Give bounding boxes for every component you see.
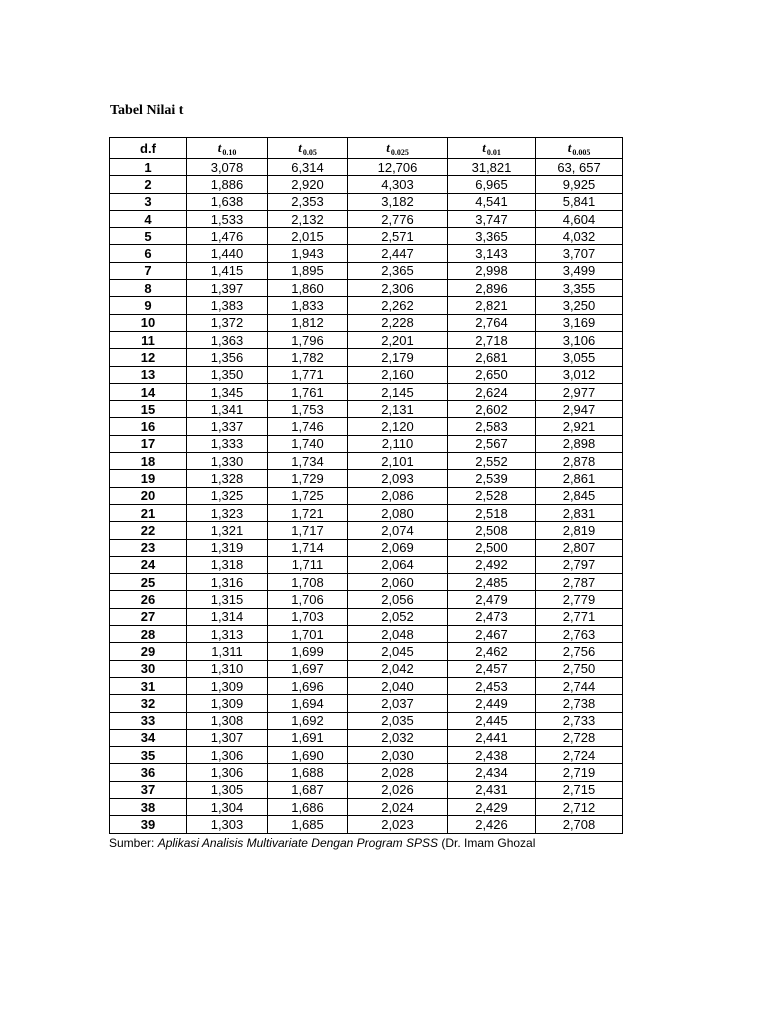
table-row <box>110 297 623 314</box>
value-cell: 1,943 <box>268 245 348 262</box>
value-cell: 2,508 <box>448 522 536 539</box>
value-cell: 2,831 <box>536 504 623 521</box>
value-cell: 2,492 <box>448 556 536 573</box>
value-cell: 1,812 <box>268 314 348 331</box>
value-cell: 1,323 <box>187 504 268 521</box>
value-cell: 2,431 <box>448 781 536 798</box>
header-t-0.05 <box>268 138 348 159</box>
value-cell: 2,763 <box>536 626 623 643</box>
value-cell: 1,309 <box>187 677 268 694</box>
value-cell: 2,028 <box>348 764 448 781</box>
alpha-subscript: 0.10 <box>222 147 237 157</box>
value-cell: 2,756 <box>536 643 623 660</box>
value-cell: 2,441 <box>448 729 536 746</box>
value-cell: 2,896 <box>448 280 536 297</box>
df-cell: 7 <box>110 262 187 279</box>
value-cell: 3,250 <box>536 297 623 314</box>
table-row <box>110 591 623 608</box>
value-cell: 6,965 <box>448 176 536 193</box>
t-symbol: t <box>386 139 390 155</box>
df-cell: 6 <box>110 245 187 262</box>
header-t-0.10 <box>187 138 268 159</box>
value-cell: 4,604 <box>536 210 623 227</box>
value-cell: 1,415 <box>187 262 268 279</box>
value-cell: 1,696 <box>268 677 348 694</box>
value-cell: 2,583 <box>448 418 536 435</box>
value-cell: 2,101 <box>348 453 448 470</box>
value-cell: 1,690 <box>268 747 348 764</box>
table-row <box>110 764 623 781</box>
value-cell: 2,056 <box>348 591 448 608</box>
df-cell: 37 <box>110 781 187 798</box>
value-cell: 1,711 <box>268 556 348 573</box>
value-cell: 1,350 <box>187 366 268 383</box>
value-cell: 2,457 <box>448 660 536 677</box>
df-cell: 12 <box>110 349 187 366</box>
value-cell: 2,120 <box>348 418 448 435</box>
table-row <box>110 712 623 729</box>
t-symbol: t <box>298 139 302 155</box>
t-symbol: t <box>217 139 222 155</box>
value-cell: 2,787 <box>536 574 623 591</box>
value-cell: 1,397 <box>187 280 268 297</box>
table-row <box>110 228 623 245</box>
df-cell: 5 <box>110 228 187 245</box>
value-cell: 2,035 <box>348 712 448 729</box>
value-cell: 2,552 <box>448 453 536 470</box>
page-title: Tabel Nilai t <box>110 103 184 118</box>
value-cell: 3,012 <box>536 366 623 383</box>
value-cell: 4,541 <box>448 193 536 210</box>
header-t-0.005 <box>536 138 623 159</box>
value-cell: 1,725 <box>268 487 348 504</box>
df-cell: 31 <box>110 677 187 694</box>
value-cell: 1,734 <box>268 453 348 470</box>
value-cell: 1,691 <box>268 729 348 746</box>
value-cell: 3,499 <box>536 262 623 279</box>
t-symbol: t <box>482 139 486 155</box>
df-cell: 29 <box>110 643 187 660</box>
value-cell: 1,895 <box>268 262 348 279</box>
value-cell: 2,447 <box>348 245 448 262</box>
table-row <box>110 470 623 487</box>
df-cell: 25 <box>110 574 187 591</box>
value-cell: 1,761 <box>268 383 348 400</box>
value-cell: 2,750 <box>536 660 623 677</box>
value-cell: 2,719 <box>536 764 623 781</box>
table-row <box>110 677 623 694</box>
df-cell: 38 <box>110 798 187 815</box>
value-cell: 1,638 <box>187 193 268 210</box>
value-cell: 2,921 <box>536 418 623 435</box>
value-cell: 4,032 <box>536 228 623 245</box>
value-cell: 1,333 <box>187 435 268 452</box>
table-row <box>110 245 623 262</box>
value-cell: 31,821 <box>448 159 536 176</box>
df-cell: 33 <box>110 712 187 729</box>
df-cell: 9 <box>110 297 187 314</box>
table-row <box>110 435 623 452</box>
value-cell: 1,688 <box>268 764 348 781</box>
value-cell: 2,539 <box>448 470 536 487</box>
value-cell: 1,533 <box>187 210 268 227</box>
df-cell: 24 <box>110 556 187 573</box>
df-cell: 32 <box>110 695 187 712</box>
value-cell: 2,445 <box>448 712 536 729</box>
table-row <box>110 383 623 400</box>
value-cell: 2,080 <box>348 504 448 521</box>
value-cell: 2,708 <box>536 816 623 833</box>
df-cell: 21 <box>110 504 187 521</box>
value-cell: 2,485 <box>448 574 536 591</box>
value-cell: 2,037 <box>348 695 448 712</box>
value-cell: 2,030 <box>348 747 448 764</box>
table-body <box>110 159 623 834</box>
table-row <box>110 695 623 712</box>
value-cell: 1,310 <box>187 660 268 677</box>
value-cell: 1,706 <box>268 591 348 608</box>
value-cell: 2,026 <box>348 781 448 798</box>
table-row <box>110 556 623 573</box>
table-row <box>110 660 623 677</box>
table-row <box>110 504 623 521</box>
value-cell: 1,886 <box>187 176 268 193</box>
source-author: (Dr. Imam Ghozal <box>438 836 536 850</box>
value-cell: 1,318 <box>187 556 268 573</box>
table-row <box>110 418 623 435</box>
value-cell: 1,782 <box>268 349 348 366</box>
value-cell: 2,048 <box>348 626 448 643</box>
value-cell: 12,706 <box>348 159 448 176</box>
df-cell: 14 <box>110 383 187 400</box>
value-cell: 6,314 <box>268 159 348 176</box>
value-cell: 1,771 <box>268 366 348 383</box>
value-cell: 1,313 <box>187 626 268 643</box>
value-cell: 2,733 <box>536 712 623 729</box>
value-cell: 2,306 <box>348 280 448 297</box>
value-cell: 1,714 <box>268 539 348 556</box>
value-cell: 2,032 <box>348 729 448 746</box>
value-cell: 1,308 <box>187 712 268 729</box>
df-cell: 30 <box>110 660 187 677</box>
value-cell: 1,685 <box>268 816 348 833</box>
value-cell: 2,807 <box>536 539 623 556</box>
df-cell: 34 <box>110 729 187 746</box>
value-cell: 3,078 <box>187 159 268 176</box>
value-cell: 1,476 <box>187 228 268 245</box>
value-cell: 1,303 <box>187 816 268 833</box>
value-cell: 3,355 <box>536 280 623 297</box>
value-cell: 1,383 <box>187 297 268 314</box>
table-row <box>110 747 623 764</box>
table-row <box>110 331 623 348</box>
value-cell: 1,697 <box>268 660 348 677</box>
value-cell: 2,473 <box>448 608 536 625</box>
df-cell: 2 <box>110 176 187 193</box>
value-cell: 2,015 <box>268 228 348 245</box>
table-row <box>110 176 623 193</box>
table-row <box>110 262 623 279</box>
table-row <box>110 522 623 539</box>
df-cell: 20 <box>110 487 187 504</box>
value-cell: 2,821 <box>448 297 536 314</box>
value-cell: 1,341 <box>187 401 268 418</box>
value-cell: 3,365 <box>448 228 536 245</box>
value-cell: 4,303 <box>348 176 448 193</box>
table-header <box>110 138 623 159</box>
value-cell: 2,179 <box>348 349 448 366</box>
alpha-subscript: 0.01 <box>486 147 501 157</box>
value-cell: 3,707 <box>536 245 623 262</box>
value-cell: 2,045 <box>348 643 448 660</box>
value-cell: 2,947 <box>536 401 623 418</box>
value-cell: 1,686 <box>268 798 348 815</box>
value-cell: 2,518 <box>448 504 536 521</box>
value-cell: 2,110 <box>348 435 448 452</box>
value-cell: 1,721 <box>268 504 348 521</box>
df-cell: 4 <box>110 210 187 227</box>
value-cell: 2,074 <box>348 522 448 539</box>
value-cell: 3,182 <box>348 193 448 210</box>
table-row <box>110 574 623 591</box>
table-row <box>110 539 623 556</box>
value-cell: 2,602 <box>448 401 536 418</box>
value-cell: 1,330 <box>187 453 268 470</box>
alpha-subscript: 0.025 <box>390 147 409 157</box>
df-cell: 15 <box>110 401 187 418</box>
value-cell: 2,228 <box>348 314 448 331</box>
table-row <box>110 626 623 643</box>
value-cell: 9,925 <box>536 176 623 193</box>
value-cell: 2,764 <box>448 314 536 331</box>
table-row <box>110 781 623 798</box>
table-row <box>110 401 623 418</box>
value-cell: 1,372 <box>187 314 268 331</box>
value-cell: 2,060 <box>348 574 448 591</box>
source-book-title: Aplikasi Analisis Multivariate Dengan Program SPSS <box>157 836 439 850</box>
value-cell: 3,055 <box>536 349 623 366</box>
value-cell: 1,692 <box>268 712 348 729</box>
value-cell: 1,307 <box>187 729 268 746</box>
value-cell: 3,169 <box>536 314 623 331</box>
df-cell: 36 <box>110 764 187 781</box>
value-cell: 1,860 <box>268 280 348 297</box>
value-cell: 2,131 <box>348 401 448 418</box>
table-row <box>110 729 623 746</box>
value-cell: 2,479 <box>448 591 536 608</box>
value-cell: 1,703 <box>268 608 348 625</box>
value-cell: 2,738 <box>536 695 623 712</box>
df-cell: 39 <box>110 816 187 833</box>
value-cell: 2,467 <box>448 626 536 643</box>
value-cell: 2,040 <box>348 677 448 694</box>
value-cell: 1,316 <box>187 574 268 591</box>
source-prefix: Sumber: <box>109 836 158 850</box>
table-row <box>110 366 623 383</box>
value-cell: 2,528 <box>448 487 536 504</box>
table-row <box>110 280 623 297</box>
value-cell: 2,681 <box>448 349 536 366</box>
value-cell: 2,728 <box>536 729 623 746</box>
value-cell: 2,262 <box>348 297 448 314</box>
value-cell: 1,321 <box>187 522 268 539</box>
value-cell: 2,132 <box>268 210 348 227</box>
value-cell: 3,106 <box>536 331 623 348</box>
value-cell: 1,304 <box>187 798 268 815</box>
value-cell: 1,796 <box>268 331 348 348</box>
table-row <box>110 798 623 815</box>
df-cell: 8 <box>110 280 187 297</box>
value-cell: 2,998 <box>448 262 536 279</box>
value-cell: 2,145 <box>348 383 448 400</box>
value-cell: 1,746 <box>268 418 348 435</box>
value-cell: 1,717 <box>268 522 348 539</box>
alpha-subscript: 0.05 <box>302 147 317 157</box>
value-cell: 2,920 <box>268 176 348 193</box>
header-t-0.01 <box>448 138 536 159</box>
t-symbol: t <box>567 139 572 155</box>
value-cell: 2,093 <box>348 470 448 487</box>
value-cell: 1,306 <box>187 747 268 764</box>
table-row <box>110 453 623 470</box>
value-cell: 3,747 <box>448 210 536 227</box>
df-cell: 1 <box>110 159 187 176</box>
header-t-0.025 <box>348 138 448 159</box>
value-cell: 1,306 <box>187 764 268 781</box>
df-cell: 23 <box>110 539 187 556</box>
value-cell: 2,650 <box>448 366 536 383</box>
value-cell: 2,438 <box>448 747 536 764</box>
value-cell: 2,797 <box>536 556 623 573</box>
df-cell: 10 <box>110 314 187 331</box>
value-cell: 2,715 <box>536 781 623 798</box>
value-cell: 2,500 <box>448 539 536 556</box>
value-cell: 1,305 <box>187 781 268 798</box>
value-cell: 2,052 <box>348 608 448 625</box>
value-cell: 2,426 <box>448 816 536 833</box>
value-cell: 1,345 <box>187 383 268 400</box>
value-cell: 2,365 <box>348 262 448 279</box>
df-cell: 27 <box>110 608 187 625</box>
value-cell: 2,878 <box>536 453 623 470</box>
value-cell: 2,429 <box>448 798 536 815</box>
value-cell: 2,845 <box>536 487 623 504</box>
value-cell: 63, 657 <box>536 159 623 176</box>
value-cell: 1,740 <box>268 435 348 452</box>
value-cell: 1,701 <box>268 626 348 643</box>
value-cell: 1,315 <box>187 591 268 608</box>
value-cell: 2,023 <box>348 816 448 833</box>
value-cell: 2,718 <box>448 331 536 348</box>
df-cell: 18 <box>110 453 187 470</box>
value-cell: 2,453 <box>448 677 536 694</box>
value-cell: 3,143 <box>448 245 536 262</box>
value-cell: 2,977 <box>536 383 623 400</box>
value-cell: 1,311 <box>187 643 268 660</box>
df-cell: 11 <box>110 331 187 348</box>
value-cell: 2,724 <box>536 747 623 764</box>
t-value-table <box>109 137 623 834</box>
df-cell: 17 <box>110 435 187 452</box>
df-cell: 28 <box>110 626 187 643</box>
df-cell: 35 <box>110 747 187 764</box>
header-df: d.f <box>110 138 187 159</box>
value-cell: 2,861 <box>536 470 623 487</box>
df-cell: 13 <box>110 366 187 383</box>
value-cell: 2,042 <box>348 660 448 677</box>
table-row <box>110 643 623 660</box>
value-cell: 1,729 <box>268 470 348 487</box>
value-cell: 2,567 <box>448 435 536 452</box>
value-cell: 2,624 <box>448 383 536 400</box>
value-cell: 2,434 <box>448 764 536 781</box>
value-cell: 2,449 <box>448 695 536 712</box>
table-row <box>110 487 623 504</box>
value-cell: 1,319 <box>187 539 268 556</box>
value-cell: 1,694 <box>268 695 348 712</box>
table-row <box>110 349 623 366</box>
df-cell: 3 <box>110 193 187 210</box>
value-cell: 1,309 <box>187 695 268 712</box>
value-cell: 1,833 <box>268 297 348 314</box>
value-cell: 2,086 <box>348 487 448 504</box>
value-cell: 2,779 <box>536 591 623 608</box>
value-cell: 1,328 <box>187 470 268 487</box>
value-cell: 2,571 <box>348 228 448 245</box>
df-cell: 16 <box>110 418 187 435</box>
value-cell: 2,160 <box>348 366 448 383</box>
table-row <box>110 608 623 625</box>
source-note <box>109 836 535 850</box>
value-cell: 2,353 <box>268 193 348 210</box>
value-cell: 2,064 <box>348 556 448 573</box>
table-row <box>110 314 623 331</box>
value-cell: 1,337 <box>187 418 268 435</box>
value-cell: 1,699 <box>268 643 348 660</box>
table-row <box>110 816 623 833</box>
value-cell: 1,363 <box>187 331 268 348</box>
value-cell: 5,841 <box>536 193 623 210</box>
value-cell: 1,753 <box>268 401 348 418</box>
value-cell: 2,462 <box>448 643 536 660</box>
value-cell: 1,314 <box>187 608 268 625</box>
value-cell: 2,024 <box>348 798 448 815</box>
value-cell: 2,776 <box>348 210 448 227</box>
df-cell: 26 <box>110 591 187 608</box>
df-cell: 19 <box>110 470 187 487</box>
value-cell: 1,687 <box>268 781 348 798</box>
table-row <box>110 159 623 176</box>
value-cell: 1,356 <box>187 349 268 366</box>
value-cell: 1,708 <box>268 574 348 591</box>
value-cell: 1,440 <box>187 245 268 262</box>
value-cell: 2,069 <box>348 539 448 556</box>
value-cell: 1,325 <box>187 487 268 504</box>
value-cell: 2,712 <box>536 798 623 815</box>
value-cell: 2,771 <box>536 608 623 625</box>
value-cell: 2,898 <box>536 435 623 452</box>
header-row <box>110 138 623 159</box>
alpha-subscript: 0.005 <box>572 147 591 157</box>
value-cell: 2,819 <box>536 522 623 539</box>
value-cell: 2,744 <box>536 677 623 694</box>
value-cell: 2,201 <box>348 331 448 348</box>
df-cell: 22 <box>110 522 187 539</box>
table-row <box>110 193 623 210</box>
table-row <box>110 210 623 227</box>
